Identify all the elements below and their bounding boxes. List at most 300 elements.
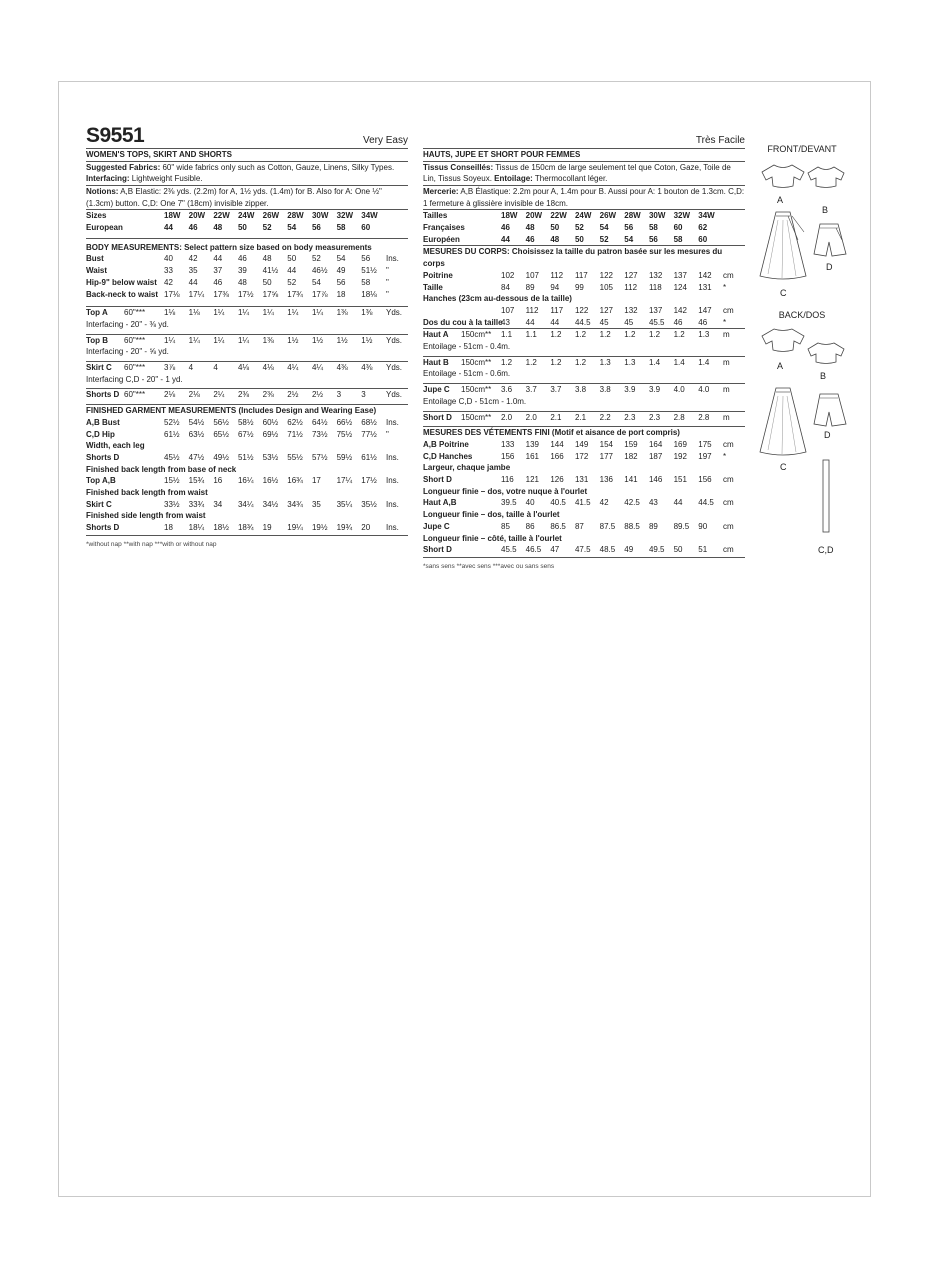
interfacing-note: Entoilage C,D - 51cm - 1.0m.	[423, 396, 527, 406]
value-cell: 2⅛	[188, 390, 200, 400]
unit-cell: *	[723, 317, 727, 327]
shorts-d-front-drawing	[812, 222, 848, 260]
unit-cell: Yds.	[386, 390, 403, 400]
value-cell: 1.2	[525, 357, 537, 367]
row-label: Hip-9" below waist	[86, 277, 157, 287]
table-row	[86, 429, 408, 441]
value-cell: 42	[188, 254, 198, 264]
unit-cell: "	[386, 277, 389, 287]
table-row	[423, 451, 745, 463]
value-cell: 45	[624, 317, 634, 327]
row-label: Dos du cou à la taille	[423, 317, 503, 327]
finished-table	[423, 521, 745, 533]
value-cell: 118	[648, 282, 662, 292]
value-cell: 45½	[164, 452, 180, 462]
value-cell: 17½	[237, 289, 254, 299]
value-cell: 50	[673, 545, 683, 555]
view-label: Top A	[86, 308, 108, 318]
unit-cell: *	[723, 282, 727, 292]
value-cell: 68½	[361, 417, 377, 427]
value-cell: 166	[550, 451, 564, 461]
yardage-section-fr	[423, 328, 745, 427]
table-row	[423, 497, 745, 509]
tie-belt-cd-drawing	[820, 458, 832, 534]
value-cell: 146	[648, 475, 663, 485]
value-cell: 28W	[624, 211, 641, 221]
table-row	[423, 270, 745, 282]
table-row	[86, 362, 408, 374]
value-cell: 44	[188, 277, 198, 287]
value-cell: 112	[550, 270, 564, 280]
value-cell: 4.0	[673, 385, 685, 395]
value-cell: 58	[673, 234, 683, 244]
value-cell: 30W	[311, 211, 329, 221]
value-cell: 2.8	[673, 412, 685, 422]
value-cell: 50	[262, 277, 272, 287]
value-cell: 60	[361, 223, 371, 233]
skirt-c-front-drawing	[758, 210, 810, 282]
value-cell: 44	[525, 317, 535, 327]
value-cell: 53½	[262, 452, 279, 462]
unit-cell: "	[386, 429, 389, 439]
unit-cell: cm	[723, 305, 734, 315]
value-cell: 4⅜	[361, 363, 373, 373]
value-cell: 39.5	[501, 498, 517, 508]
value-cell: 24W	[237, 211, 255, 221]
body-measurements-heading-fr: MESURES DU CORPS: Choisissez la taille du patron basée sur les mesures du corps	[423, 247, 723, 269]
value-cell: 52½	[164, 417, 180, 427]
value-cell: 2.1	[574, 412, 587, 422]
view-label: Haut B	[423, 357, 449, 367]
unit-cell: m	[723, 330, 730, 340]
value-cell: 35	[311, 499, 321, 509]
value-cell: 2.8	[698, 412, 710, 422]
value-cell: 48	[262, 254, 272, 264]
measurement-subheading: Longueur finie – dos, votre nuque à l'ourlet	[423, 486, 588, 496]
value-cell: 2¼	[213, 390, 225, 400]
value-cell: 142	[673, 305, 687, 315]
table-row	[423, 412, 745, 424]
value-cell: 116	[501, 475, 514, 485]
value-cell: 89	[525, 282, 535, 292]
value-cell: 44.5	[698, 498, 714, 508]
value-cell: 16½	[262, 476, 279, 486]
value-cell: 60½	[262, 417, 279, 427]
value-cell: 112	[624, 282, 638, 292]
value-cell: 35	[188, 266, 198, 276]
row-label: Sizes	[86, 211, 107, 221]
unit-cell: Yds.	[386, 363, 403, 373]
french-column	[423, 128, 745, 571]
value-cell: 44	[501, 234, 510, 244]
value-cell: 2.3	[648, 412, 661, 422]
value-cell: 3.6	[501, 385, 513, 395]
value-cell: 54	[287, 223, 297, 233]
skirt-c-back-drawing	[758, 386, 810, 458]
value-cell: 32W	[336, 211, 354, 221]
value-cell: 86	[525, 521, 535, 531]
yardage-table	[423, 384, 745, 396]
table-row	[423, 357, 745, 369]
value-cell: 1.1	[525, 330, 537, 340]
value-cell: 132	[624, 305, 638, 315]
value-cell: 175	[698, 439, 712, 449]
view-label: Haut A	[423, 330, 449, 340]
value-cell: 35¼	[336, 499, 353, 509]
value-cell: 102	[501, 270, 515, 280]
unit-cell: Ins.	[386, 499, 399, 509]
body-measurements-table-fr	[423, 270, 745, 293]
value-cell: 124	[673, 282, 687, 292]
value-cell: 127	[599, 305, 613, 315]
value-cell: 56	[311, 223, 321, 233]
value-cell: 18	[164, 523, 173, 533]
value-cell: 169	[673, 439, 687, 449]
unit-cell: cm	[723, 439, 734, 449]
value-cell: 17⅜	[213, 289, 229, 299]
value-cell: 58	[648, 223, 658, 233]
table-row	[423, 521, 745, 533]
value-cell: 187	[648, 451, 663, 461]
value-cell: 54	[599, 223, 609, 233]
unit-cell	[723, 222, 745, 234]
value-cell: 4	[188, 363, 194, 373]
value-cell: 126	[550, 475, 564, 485]
yardage-table	[86, 307, 408, 319]
value-cell: 1.2	[574, 357, 587, 367]
value-cell: 50	[574, 234, 584, 244]
value-cell: 18¼	[188, 523, 205, 533]
value-cell: 19¾	[336, 523, 353, 533]
notions-text: Notions: A,B Elastic: 2⅜ yds. (2.2m) for A, 1½ yds. (1.4m) for B. Also for A: One ½" (1.3cm) button. C,D: One 7" (18cm) invisible zipper.	[86, 186, 382, 208]
label-b-back: B	[820, 371, 827, 381]
label-d-front: D	[826, 262, 833, 272]
finished-measurements-heading-fr: MESURES DES VÉTEMENTS FINI (Motif et aisance de port compris)	[423, 428, 680, 438]
value-cell: 4⅛	[262, 363, 274, 373]
footnote: *without nap **with nap ***with or without nap	[86, 540, 217, 548]
value-cell: 147	[698, 305, 712, 315]
table-row	[86, 222, 408, 234]
value-cell: 107	[525, 270, 540, 280]
value-cell: 56	[336, 277, 346, 287]
value-cell: 46	[525, 234, 535, 244]
value-cell: 42	[599, 498, 609, 508]
value-cell: 1.2	[501, 357, 513, 367]
value-cell: 127	[624, 270, 638, 280]
value-cell: 4⅛	[237, 363, 250, 373]
value-cell: 1.4	[648, 357, 661, 367]
value-cell: 15½	[164, 476, 180, 486]
fabric-width: 150cm**	[461, 330, 492, 340]
value-cell: 34W	[698, 211, 715, 221]
value-cell: 54	[336, 254, 346, 264]
difficulty-label: Very Easy	[362, 135, 408, 146]
measurement-subheading: Longueur finie – dos, taille à l'ourlet	[423, 510, 560, 520]
sizes-table	[86, 210, 408, 233]
value-cell: 49	[336, 266, 346, 276]
value-cell: 49.5	[648, 545, 665, 555]
value-cell: 1.3	[624, 357, 636, 367]
value-cell: 63½	[188, 429, 205, 439]
value-cell: 28W	[287, 211, 304, 221]
top-a-front-drawing	[760, 162, 806, 192]
value-cell: 22W	[550, 211, 567, 221]
label-cd: C,D	[818, 545, 834, 555]
row-label: Jupe C	[423, 521, 450, 531]
value-cell: 61½	[164, 429, 180, 439]
value-cell: 48	[213, 223, 223, 233]
value-cell: 1¼	[164, 335, 176, 345]
value-cell: 1¼	[188, 335, 200, 345]
measurement-subheading: Finished side length from waist	[86, 511, 206, 521]
view-label: Top B	[86, 335, 109, 345]
value-cell: 20	[361, 523, 371, 533]
yardage-table	[423, 329, 745, 341]
view-label: Shorts D	[86, 390, 120, 400]
fabric-width: 60"***	[124, 390, 146, 400]
value-cell: 46	[501, 223, 510, 233]
value-cell: 86.5	[550, 521, 566, 531]
table-row	[86, 452, 408, 464]
value-cell: 15¾	[188, 476, 205, 486]
finished-table	[86, 452, 408, 464]
notions-text-fr: Mercerie: A,B Élastique: 2.2m pour A, 1.4m pour B. Aussi pour A: 1 bouton de 1.3cm. C,D: 1 fermeture à glissière invisible de 18cm.	[423, 186, 745, 208]
top-b-front-drawing	[806, 164, 846, 192]
value-cell: 122	[599, 270, 613, 280]
value-cell: 142	[698, 270, 712, 280]
value-cell: 3	[336, 390, 342, 400]
value-cell: 3.9	[624, 385, 636, 395]
value-cell: 1⅛	[188, 308, 200, 318]
row-label: C,D Hanches	[423, 451, 473, 461]
value-cell: 45.5	[501, 545, 517, 555]
value-cell: 55½	[287, 452, 303, 462]
unit-cell: cm	[723, 498, 734, 508]
value-cell: 3.7	[525, 385, 537, 395]
table-row	[423, 282, 745, 294]
unit-cell: cm	[723, 521, 734, 531]
top-b-back-drawing	[806, 340, 846, 368]
value-cell: 1⅛	[164, 308, 176, 318]
fabrics-text: Suggested Fabrics: 60" wide fabrics only such as Cotton, Gauze, Linens, Silky Types. Interfacing: Lightweight Fusible.	[86, 162, 395, 184]
value-cell: 122	[574, 305, 589, 315]
value-cell: 19¼	[287, 523, 303, 533]
value-cell: 37	[213, 266, 223, 276]
value-cell: 137	[673, 270, 687, 280]
value-cell: 17¼	[336, 476, 353, 486]
value-cell: 1.2	[550, 357, 562, 367]
value-cell: 88.5	[624, 521, 640, 531]
unit-cell	[723, 234, 745, 246]
value-cell: 48	[550, 234, 560, 244]
value-cell: 54	[311, 277, 321, 287]
label-a-back: A	[777, 361, 784, 371]
value-cell: 149	[574, 439, 589, 449]
value-cell: 49	[624, 545, 634, 555]
value-cell: 2⅜	[237, 390, 250, 400]
value-cell: 1¼	[287, 308, 299, 318]
value-cell: 46½	[311, 266, 328, 276]
value-cell: 177	[599, 451, 613, 461]
table-row	[423, 544, 745, 556]
value-cell: 3.8	[599, 385, 611, 395]
fabric-width: 150cm**	[461, 385, 492, 395]
value-cell: 99	[574, 282, 584, 292]
value-cell: 51	[698, 545, 708, 555]
value-cell: 1⅜	[361, 308, 373, 318]
value-cell: 85	[501, 521, 510, 531]
value-cell: 20W	[188, 211, 206, 221]
value-cell: 156	[698, 475, 712, 485]
yardage-table	[86, 335, 408, 347]
value-cell: 17⅞	[311, 289, 328, 299]
value-cell: 18W	[164, 211, 181, 221]
value-cell: 56	[361, 254, 371, 264]
value-cell: 66½	[336, 417, 353, 427]
unit-cell: cm	[723, 270, 734, 280]
hips-subheading-fr: Hanches (23cm au-dessous de la taille)	[423, 294, 572, 304]
top-a-back-drawing	[760, 326, 806, 356]
value-cell: 1.3	[698, 330, 710, 340]
sizes-table-fr	[423, 210, 745, 245]
finished-table	[423, 474, 745, 486]
body-measurements-table-fr-2	[423, 305, 745, 328]
value-cell: 71½	[287, 429, 303, 439]
row-label: Short D	[423, 545, 452, 555]
value-cell: 67½	[237, 429, 254, 439]
value-cell: 4¼	[287, 363, 299, 373]
value-cell: 19½	[311, 523, 328, 533]
value-cell: 58½	[237, 417, 254, 427]
value-cell: 1.2	[624, 330, 636, 340]
value-cell: 3⅞	[164, 363, 176, 373]
yardage-table	[423, 412, 745, 424]
value-cell: 33¾	[188, 499, 205, 509]
value-cell: 94	[550, 282, 560, 292]
value-cell: 51½	[237, 452, 254, 462]
value-cell: 19	[262, 523, 272, 533]
value-cell: 105	[599, 282, 613, 292]
table-row	[86, 307, 408, 319]
value-cell: 2.0	[501, 412, 513, 422]
row-label: Skirt C	[86, 499, 112, 509]
row-label: European	[86, 223, 123, 233]
value-cell: 58	[361, 277, 371, 287]
value-cell: 43	[501, 317, 510, 327]
value-cell: 54	[624, 234, 634, 244]
row-label: Taille	[423, 282, 443, 292]
value-cell: 42.5	[624, 498, 640, 508]
view-label: Short D	[423, 412, 452, 422]
view-label: Skirt C	[86, 363, 112, 373]
measurement-subheading: Largeur, chaque jambe	[423, 463, 511, 473]
value-cell: 3.8	[574, 385, 587, 395]
value-cell: 42	[164, 277, 173, 287]
value-cell: 2.2	[599, 412, 611, 422]
finished-table	[86, 417, 408, 440]
interfacing-note: Interfacing C,D - 20" - 1 yd.	[86, 374, 183, 384]
value-cell: 47½	[188, 452, 205, 462]
value-cell: 56	[648, 234, 658, 244]
value-cell: 4⅜	[336, 363, 348, 373]
label-a-front: A	[777, 195, 784, 205]
value-cell: 52	[262, 223, 272, 233]
value-cell: 164	[648, 439, 663, 449]
finished-measurements-fr	[423, 439, 745, 556]
row-label: Bust	[86, 254, 104, 264]
value-cell: 133	[501, 439, 515, 449]
interfacing-note: Interfacing - 20" - ⅝ yd.	[86, 347, 169, 357]
value-cell: 57½	[311, 452, 328, 462]
value-cell: 89	[648, 521, 658, 531]
value-cell: 182	[624, 451, 638, 461]
value-cell: 52	[599, 234, 609, 244]
value-cell: 46	[188, 223, 198, 233]
value-cell: 50	[237, 223, 247, 233]
value-cell: 1.2	[648, 330, 661, 340]
body-measurements-table	[86, 253, 408, 300]
value-cell: 139	[525, 439, 540, 449]
value-cell: 46	[213, 277, 223, 287]
value-cell: 30W	[648, 211, 666, 221]
value-cell: 1¼	[213, 335, 225, 345]
unit-cell	[386, 222, 408, 234]
table-row	[86, 335, 408, 347]
value-cell: 1⅜	[336, 308, 348, 318]
unit-cell: Ins.	[386, 417, 399, 427]
value-cell: 33½	[164, 499, 180, 509]
unit-cell: Ins.	[386, 452, 399, 462]
value-cell: 2⅜	[262, 390, 274, 400]
table-row	[423, 329, 745, 341]
value-cell: 34½	[262, 499, 279, 509]
interfacing-note: Interfacing - 20" - ⅜ yd.	[86, 319, 169, 329]
value-cell: 45.5	[648, 317, 665, 327]
value-cell: 1¼	[213, 308, 225, 318]
value-cell: 44	[213, 254, 223, 264]
value-cell: 56	[624, 223, 634, 233]
value-cell: 49½	[213, 452, 229, 462]
row-label: C,D Hip	[86, 429, 115, 439]
value-cell: 40	[525, 498, 535, 508]
value-cell: 64½	[311, 417, 328, 427]
shorts-d-back-drawing	[812, 392, 848, 430]
table-row	[86, 253, 408, 265]
value-cell: 151	[673, 475, 687, 485]
value-cell: 34	[213, 499, 223, 509]
value-cell: 17⅝	[262, 289, 279, 299]
value-cell: 24W	[574, 211, 592, 221]
value-cell: 16¾	[287, 476, 303, 486]
value-cell: 141	[624, 475, 638, 485]
value-cell: 44	[550, 317, 560, 327]
measurement-subheading: Finished back length from waist	[86, 488, 208, 498]
value-cell: 1¼	[262, 308, 274, 318]
interfacing-note: Entoilage - 51cm - 0.4m.	[423, 342, 511, 352]
unit-cell	[386, 210, 408, 222]
value-cell: 48	[525, 223, 535, 233]
row-label: Poitrine	[423, 270, 453, 280]
fabric-width: 60"***	[124, 308, 146, 318]
value-cell: 144	[550, 439, 564, 449]
value-cell: 60	[673, 223, 683, 233]
value-cell: 2½	[287, 390, 299, 400]
value-cell: 87.5	[599, 521, 616, 531]
row-label: Short D	[423, 475, 452, 485]
row-label: A,B Bust	[86, 417, 120, 427]
value-cell: 60	[698, 234, 708, 244]
footnote-fr: *sans sens **avec sens ***avec ou sans sens	[423, 563, 555, 570]
